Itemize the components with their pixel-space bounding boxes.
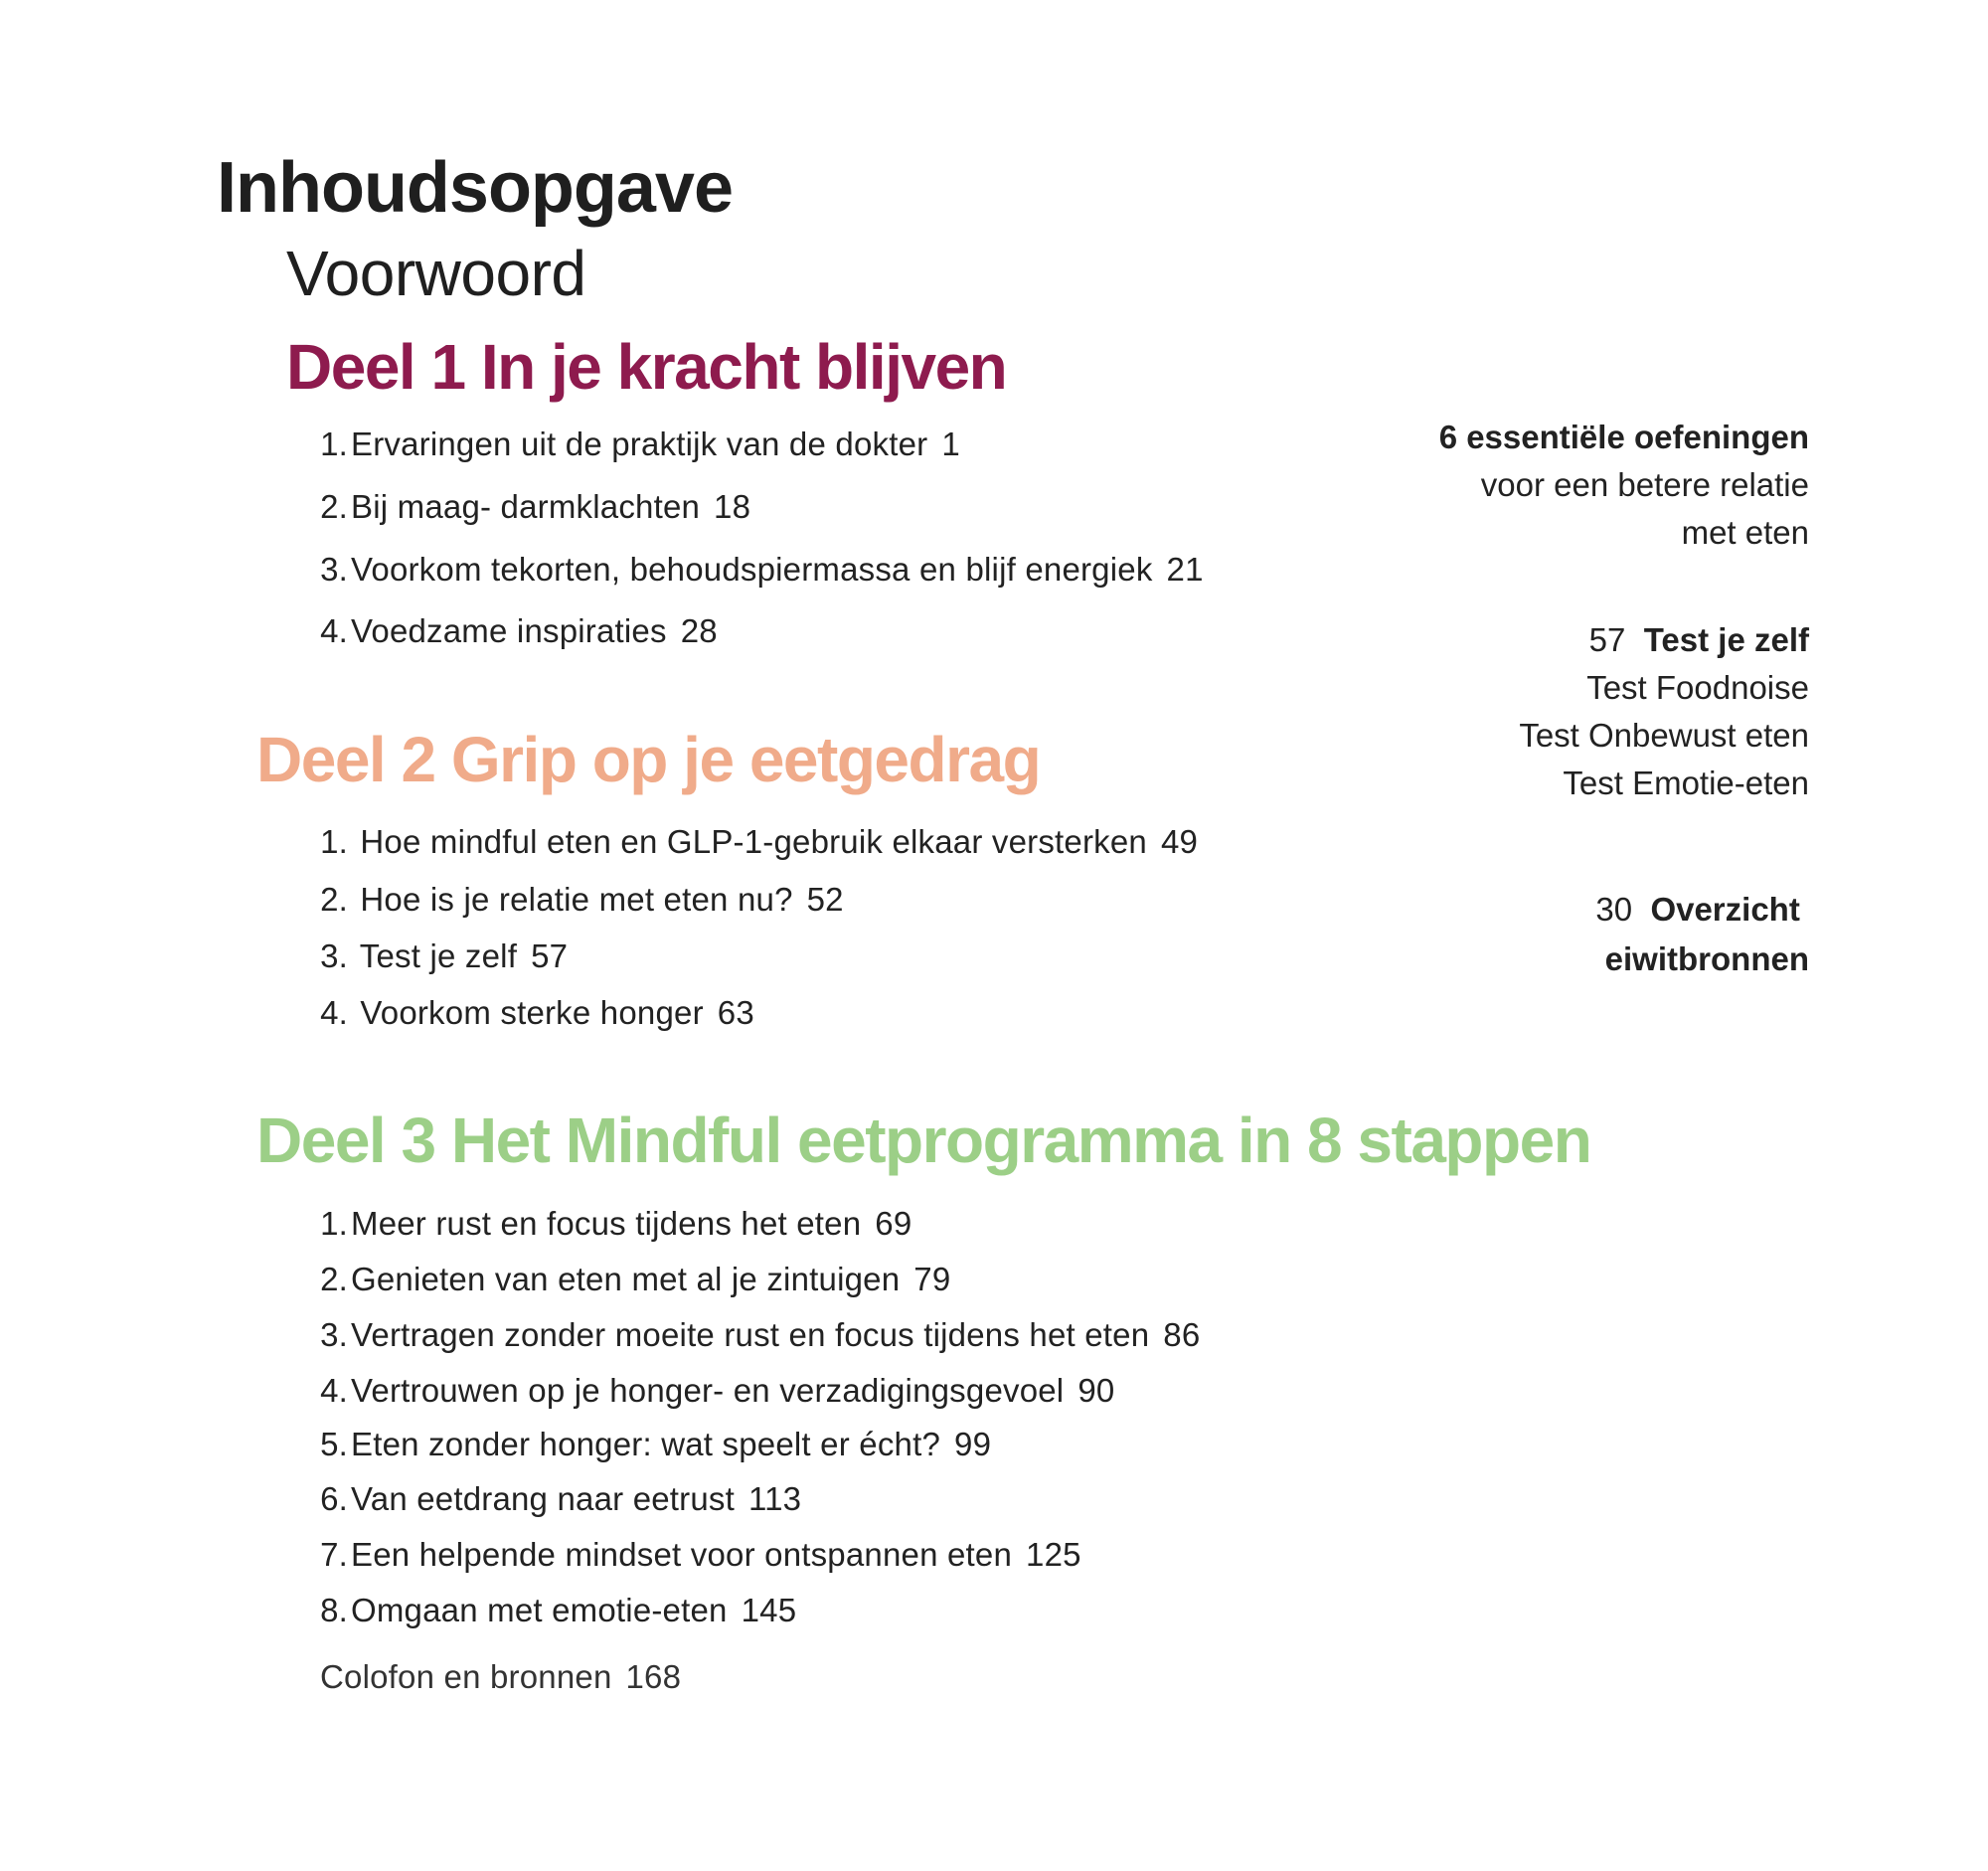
toc-item-number: 2. [320, 881, 348, 918]
toc-item-number: 2. [320, 1261, 348, 1297]
toc-item-part3-1[interactable] [320, 1205, 911, 1243]
sidebar-test-item: Test Foodnoise [1586, 669, 1809, 706]
toc-item-page: 18 [714, 488, 751, 525]
toc-item-page: 49 [1160, 823, 1199, 860]
toc-item-page: 57 [531, 937, 569, 974]
toc-item-number: 1. [320, 1205, 348, 1242]
toc-item-page: 63 [717, 994, 754, 1031]
toc-item-page: 86 [1163, 1316, 1201, 1353]
toc-item-part3-2[interactable] [320, 1261, 950, 1298]
toc-item-number: 3. [320, 551, 348, 588]
toc-item-label: Voorkom tekorten, behoudspiermassa en blijf energiek [351, 551, 1153, 588]
toc-item-label: Hoe is je relatie met eten nu? [360, 881, 793, 918]
part-2-heading[interactable]: Deel 2 Grip op je eetgedrag [256, 724, 1041, 795]
toc-item-label: Test je zelf [359, 937, 518, 974]
sidebar-eiwit[interactable] [1595, 885, 1809, 984]
toc-item-part1-4[interactable] [320, 612, 718, 650]
toc-item-page: 1 [941, 425, 960, 462]
toc-item-number: 4. [320, 612, 348, 649]
toc-item-part2-3[interactable] [320, 937, 568, 975]
toc-item-number: 4. [320, 994, 348, 1031]
sidebar-test-item: Test Emotie-eten [1563, 765, 1809, 801]
toc-item-part3-8[interactable] [320, 1592, 796, 1629]
toc-item-page: 69 [875, 1205, 912, 1242]
toc-item-label: Hoe mindful eten en GLP-1-gebruik elkaar versterken [360, 823, 1147, 860]
page-title: Inhoudsopgave [217, 148, 734, 228]
toc-item-number: 4. [320, 1372, 348, 1409]
toc-item-part3-7[interactable] [320, 1536, 1081, 1574]
toc-item-number: 1. [320, 823, 348, 860]
sidebar-eiwit-title: Overzicht [1650, 891, 1800, 928]
sidebar-tests-title: Test je zelf [1643, 621, 1809, 658]
toc-item-label: Ervaringen uit de praktijk van de dokter [351, 425, 928, 462]
toc-item-part3-5[interactable] [320, 1426, 991, 1463]
toc-item-number: 5. [320, 1426, 348, 1462]
toc-item-page: 145 [741, 1592, 797, 1628]
toc-item-number: 6. [320, 1480, 348, 1517]
sidebar-test-item: Test Onbewust eten [1519, 717, 1809, 754]
toc-item-page: 113 [747, 1480, 802, 1517]
part-1-heading[interactable]: Deel 1 In je kracht blijven [286, 331, 1007, 403]
toc-item-part1-3[interactable] [320, 551, 1204, 589]
toc-item-number: 7. [320, 1536, 348, 1573]
toc-item-label: Een helpende mindset voor ontspannen eten [351, 1536, 1013, 1573]
sidebar-oefeningen-title: 6 essentiële oefeningen [1438, 419, 1809, 455]
toc-item-page: 168 [625, 1658, 682, 1695]
toc-item-part1-2[interactable] [320, 488, 750, 526]
toc-item-part3-3[interactable] [320, 1316, 1200, 1354]
toc-item-page: 125 [1026, 1536, 1081, 1573]
toc-item-part1-1[interactable] [320, 425, 960, 463]
toc-item-page: 21 [1166, 551, 1204, 588]
toc-item-label: Colofon en bronnen [320, 1658, 612, 1695]
toc-item-page: 99 [954, 1426, 992, 1462]
sidebar-tests-page: 57 [1588, 621, 1626, 658]
toc-item-label: Genieten van eten met al je zintuigen [351, 1261, 901, 1297]
sidebar-oefeningen[interactable] [1439, 414, 1809, 557]
toc-item-page: 90 [1077, 1372, 1115, 1409]
toc-item-page: 79 [913, 1261, 951, 1297]
toc-item-label: Voorkom sterke honger [360, 994, 704, 1031]
toc-item-number: 3. [320, 1316, 348, 1353]
toc-item-label: Vertragen zonder moeite rust en focus tijdens het eten [351, 1316, 1150, 1353]
sidebar-oefeningen-line2: voor een betere relatie [1480, 466, 1809, 503]
toc-entry-colofon[interactable] [320, 1658, 681, 1696]
toc-item-part2-2[interactable] [320, 881, 844, 919]
toc-item-label: Omgaan met emotie-eten [351, 1592, 728, 1628]
toc-item-label: Meer rust en focus tijdens het eten [351, 1205, 862, 1242]
sidebar-eiwit-title-line2: eiwitbronnen [1604, 940, 1809, 977]
toc-item-number: 1. [320, 425, 348, 462]
toc-entry-voorwoord[interactable]: Voorwoord [286, 238, 586, 309]
sidebar-oefeningen-line3: met eten [1681, 514, 1809, 551]
toc-item-number: 3. [320, 937, 348, 974]
toc-item-label: Bij maag- darmklachten [351, 488, 701, 525]
toc-item-number: 8. [320, 1592, 348, 1628]
sidebar-tests[interactable] [1519, 616, 1809, 807]
toc-item-part3-4[interactable] [320, 1372, 1114, 1410]
toc-item-label: Eten zonder honger: wat speelt er écht? [351, 1426, 941, 1462]
toc-item-number: 2. [320, 488, 348, 525]
toc-item-part2-4[interactable] [320, 994, 754, 1032]
sidebar-eiwit-page: 30 [1595, 891, 1633, 928]
part-3-heading[interactable]: Deel 3 Het Mindful eetprogramma in 8 stappen [256, 1105, 1591, 1176]
toc-item-label: Van eetdrang naar eetrust [351, 1480, 735, 1517]
toc-item-part3-6[interactable] [320, 1480, 801, 1518]
toc-item-page: 52 [806, 881, 844, 918]
toc-item-label: Vertrouwen op je honger- en verzadigingsgevoel [351, 1372, 1065, 1409]
toc-item-label: Voedzame inspiraties [351, 612, 667, 649]
toc-item-part2-1[interactable] [320, 823, 1198, 861]
toc-item-page: 28 [680, 612, 718, 649]
